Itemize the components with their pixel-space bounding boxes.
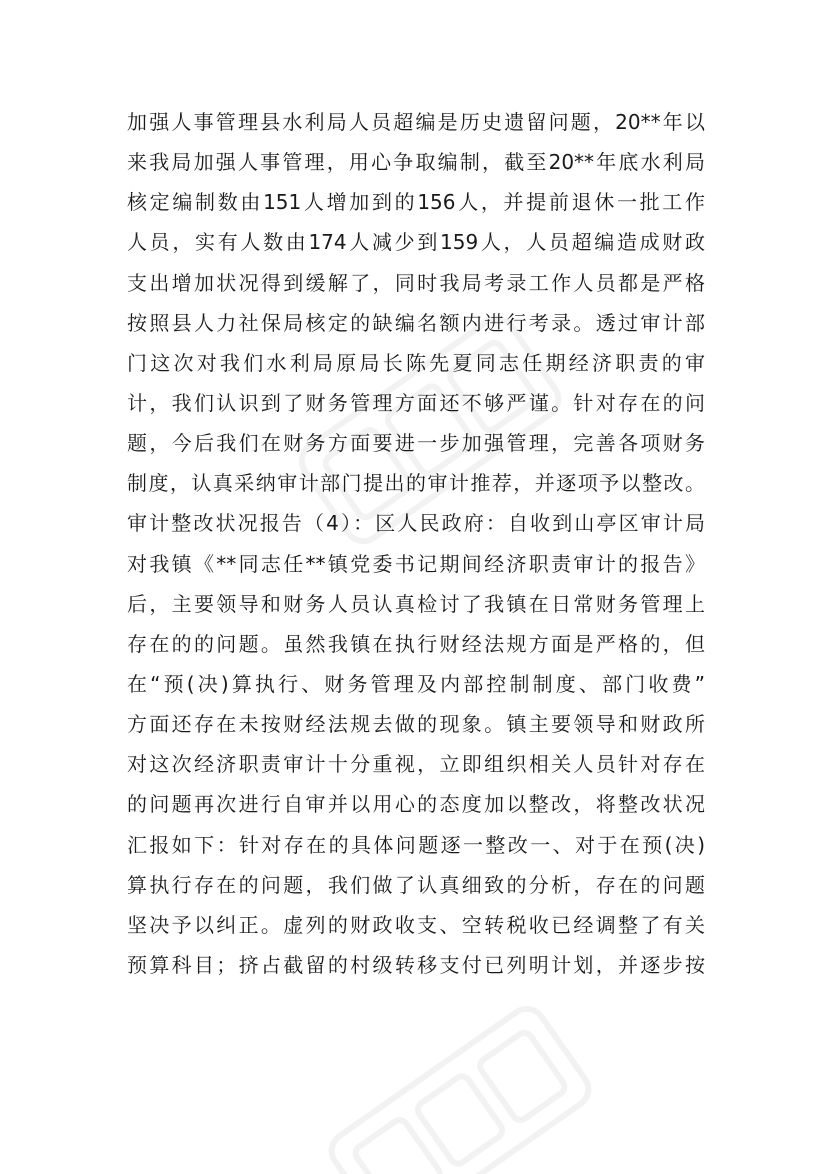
text-line: 汇报如下：针对存在的具体问题逐一整改一、对于在预(决) <box>127 832 705 857</box>
text-line: 预算科目；挤占截留的村级转移支付已列明计划，并逐步按 <box>127 952 705 977</box>
text-line: 加强人事管理县水利局人员超编是历史遗留问题，20**年以 <box>127 110 705 134</box>
text-line: 计，我们认识到了财务管理方面还不够严谨。针对存在的问 <box>127 390 705 415</box>
text-line: 坚决予以纠正。虚列的财政收支、空转税收已经调整了有关 <box>127 912 705 937</box>
text-line: 按照县人力社保局核定的缺编名额内进行考录。透过审计部 <box>127 310 705 335</box>
body-paragraph <box>127 102 705 985</box>
text-line: 核定编制数由151人增加到的156人，并提前退休一批工作 <box>127 190 705 215</box>
text-line: 方面还存在未按财经法规去做的现象。镇主要领导和财政所 <box>127 712 705 737</box>
text-line: 门这次对我们水利局原局长陈先夏同志任期经济职责的审 <box>127 350 705 375</box>
text-line: 来我局加强人事管理，用心争取编制，截至20**年底水利局 <box>127 150 705 175</box>
text-line: 的问题再次进行自审并以用心的态度加以整改，将整改状况 <box>127 792 705 817</box>
text-line: 对这次经济职责审计十分重视，立即组织相关人员针对存在 <box>127 752 705 777</box>
text-line: 后，主要领导和财务人员认真检讨了我镇在日常财务管理上 <box>127 591 705 616</box>
text-line: 人员，实有人数由174人减少到159人，人员超编造成财政 <box>127 230 705 255</box>
text-line: 对我镇《**同志任**镇党委书记期间经济职责审计的报告》 <box>127 551 705 576</box>
text-line: 制度，认真采纳审计部门提出的审计推荐，并逐项予以整改。 <box>127 471 705 496</box>
text-line: 算执行存在的问题，我们做了认真细致的分析，存在的问题 <box>127 872 705 897</box>
watermark-logo-bottom <box>319 996 601 1174</box>
text-line: 在“预(决)算执行、财务管理及内部控制制度、部门收费” <box>127 671 705 696</box>
text-line: 存在的的问题。虽然我镇在执行财经法规方面是严格的，但 <box>127 631 705 656</box>
text-line: 审计整改状况报告（4）：区人民政府：自收到山亭区审计局 <box>127 511 705 536</box>
text-line: 支出增加状况得到缓解了，同时我局考录工作人员都是严格 <box>127 270 705 295</box>
text-line: 题，今后我们在财务方面要进一步加强管理，完善各项财务 <box>127 431 705 456</box>
